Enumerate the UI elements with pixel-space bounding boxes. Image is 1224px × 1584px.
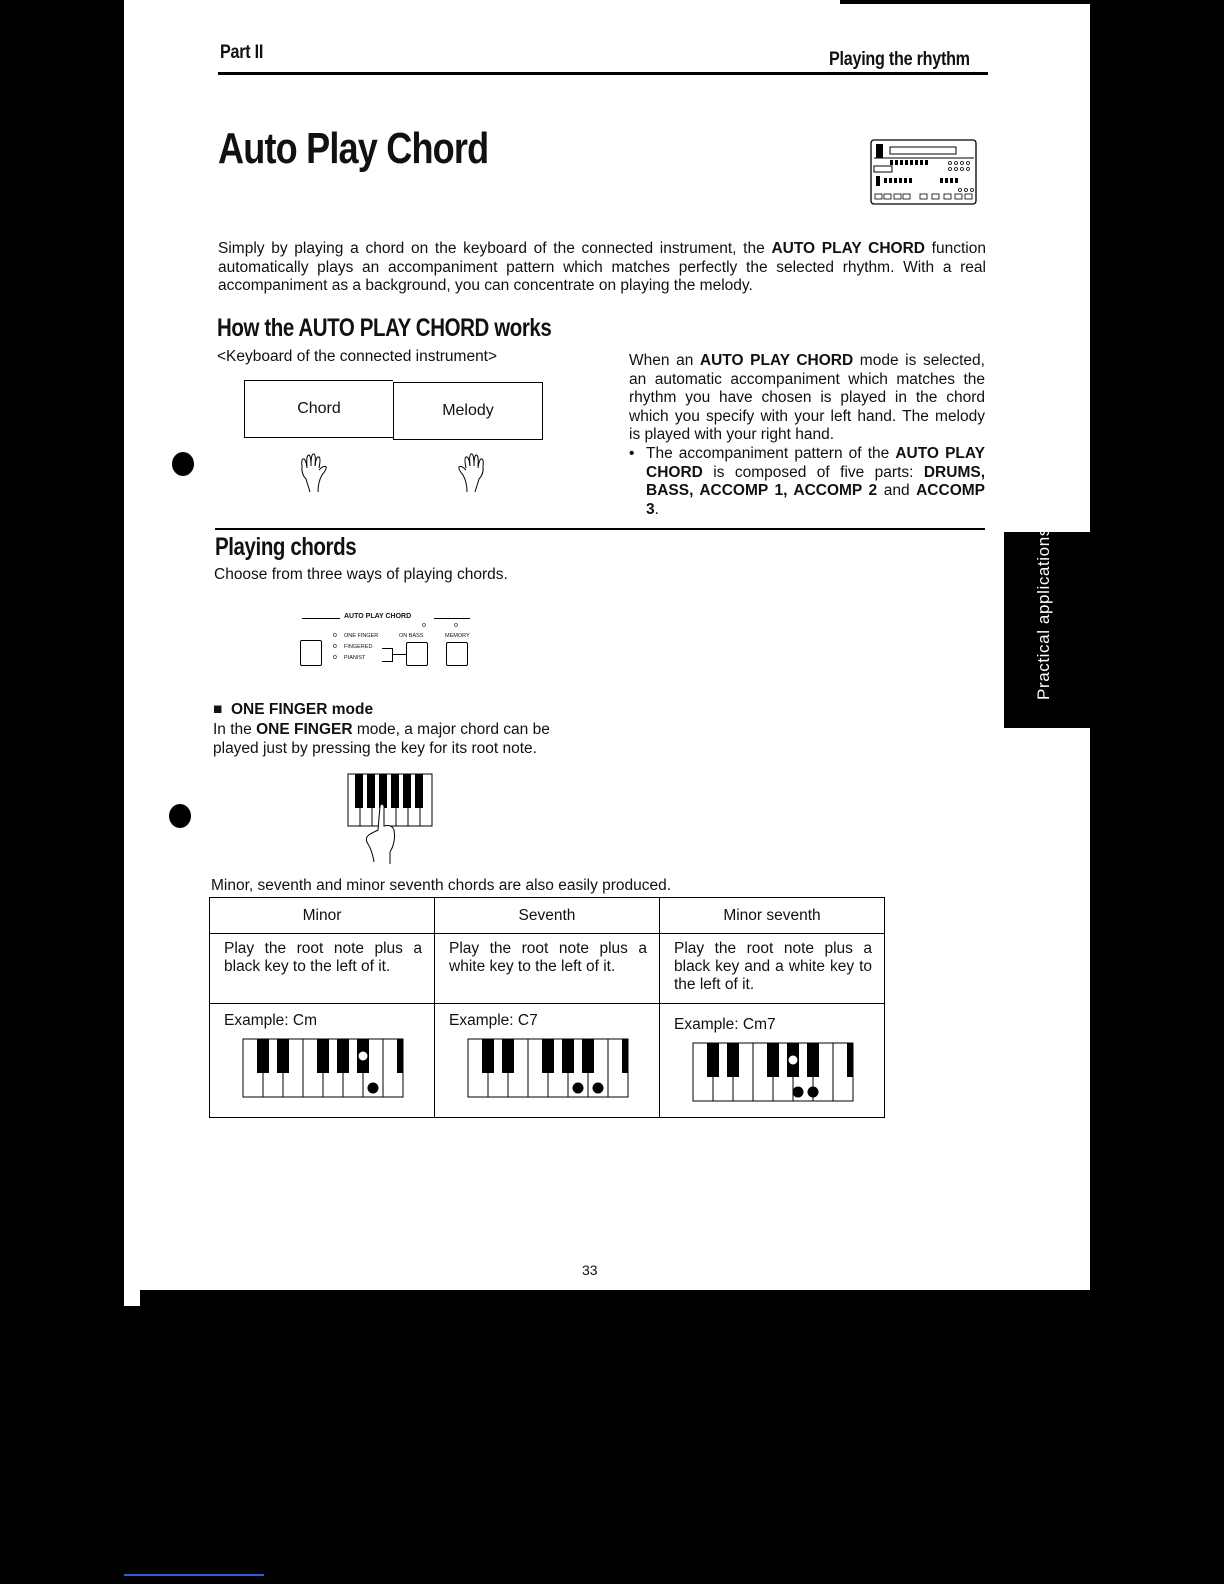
panel-label: AUTO PLAY CHORD bbox=[344, 613, 412, 620]
bullet-bold-3: ACCOMP 3 bbox=[646, 482, 985, 518]
header-section: Playing the rhythm bbox=[829, 49, 970, 70]
right-hand-icon bbox=[453, 452, 489, 494]
panel-bracket bbox=[382, 648, 393, 662]
bullet-text-1: The accompaniment pattern of the bbox=[646, 445, 896, 462]
side-tab bbox=[1004, 527, 1090, 728]
chord-header-minor-seventh bbox=[660, 898, 885, 934]
panel-pianist: PIANIST bbox=[344, 655, 366, 661]
desc-seventh bbox=[435, 934, 660, 1004]
panel-memory: MEMORY bbox=[445, 633, 470, 639]
chord-label: Chord bbox=[297, 400, 341, 417]
bullet-text-2: is composed of five parts: bbox=[702, 463, 924, 481]
page-title: Auto Play Chord bbox=[218, 124, 489, 173]
bullet-bold-2: DRUMS, BASS, ACCOMP 1, ACCOMP 2 bbox=[646, 463, 985, 499]
one-finger-heading bbox=[213, 701, 373, 720]
example-seventh-label: Example: C7 bbox=[449, 1012, 538, 1029]
one-finger-marker: ■ bbox=[213, 701, 223, 718]
fingered-lamp: o bbox=[333, 643, 337, 650]
keyboard-minor-diagram bbox=[242, 1038, 406, 1100]
chords-also-text: Minor, seventh and minor seventh chords are also easily produced. bbox=[211, 877, 672, 894]
on-bass-lamp: o bbox=[422, 622, 426, 629]
scan-border-top bbox=[840, 0, 1090, 4]
one-finger-text-1: In the bbox=[213, 721, 257, 738]
how-text-2: mode is selected, an automatic accompaniment which matches the rhythm you have chosen is played in the chord which you specify with your left hand. The melody is played with your right hand. bbox=[629, 352, 985, 443]
scan-border-bottom bbox=[124, 1306, 1090, 1584]
desc-minor-seventh-text: Play the root note plus a black key and a white key to the left of it. bbox=[674, 940, 872, 993]
desc-minor-text: Play the root note plus a black key to the left of it. bbox=[224, 940, 422, 975]
section-divider bbox=[215, 528, 985, 530]
example-minor-label: Example: Cm bbox=[224, 1012, 318, 1029]
example-minor bbox=[210, 1004, 435, 1118]
side-tab-label: Practical applications bbox=[1034, 527, 1053, 700]
section-title-playing: Playing chords bbox=[215, 533, 357, 561]
one-finger-lamp: o bbox=[333, 632, 337, 639]
device-panel-illustration bbox=[870, 138, 978, 206]
chord-header-seventh bbox=[435, 898, 660, 934]
memory-button[interactable] bbox=[446, 642, 468, 666]
bullet-mark: • bbox=[629, 445, 635, 462]
scan-border-left bbox=[0, 0, 124, 1584]
melody-box bbox=[393, 382, 543, 440]
example-minor-seventh bbox=[660, 1004, 885, 1118]
header-seventh-text: Seventh bbox=[518, 906, 576, 924]
panel-on-bass: ON BASS bbox=[399, 633, 424, 639]
chord-table-description-row bbox=[210, 934, 885, 1004]
one-finger-bold: ONE FINGER bbox=[256, 721, 353, 738]
desc-minor bbox=[210, 934, 435, 1004]
how-bold-1: AUTO PLAY CHORD bbox=[699, 352, 854, 369]
header-minor-text: Minor bbox=[302, 906, 342, 924]
scan-link-underline bbox=[124, 1574, 264, 1576]
page-number: 33 bbox=[582, 1262, 598, 1278]
section-title-how-b: AUTO PLAY CHORD bbox=[298, 314, 489, 342]
chord-table-example-row bbox=[210, 1004, 885, 1118]
auto-play-chord-panel bbox=[298, 612, 478, 674]
section-title-how-a: How the bbox=[217, 314, 299, 342]
header-rule bbox=[218, 72, 988, 75]
playing-subtitle: Choose from three ways of playing chords. bbox=[214, 566, 508, 583]
mode-select-button[interactable] bbox=[300, 640, 322, 666]
how-paragraph bbox=[629, 352, 985, 445]
chord-header-minor bbox=[210, 898, 435, 934]
melody-label: Melody bbox=[442, 402, 494, 419]
panel-label-line-right bbox=[434, 618, 470, 619]
section-title-how bbox=[217, 314, 551, 343]
keyboard-minor-seventh-diagram bbox=[692, 1042, 856, 1104]
intro-paragraph bbox=[218, 240, 986, 296]
intro-text-2: function automatically plays an accompaniment pattern which matches perfectly the selected rhythm. With a real accompaniment as a background, you can concentrate on playing the melody. bbox=[218, 240, 986, 294]
pianist-lamp: o bbox=[333, 654, 337, 661]
chord-table-header-row bbox=[210, 898, 885, 934]
panel-label-line-left bbox=[302, 618, 340, 619]
bullet-text-4: . bbox=[654, 500, 659, 518]
header-part: Part II bbox=[220, 42, 264, 63]
how-text-1: When an bbox=[629, 352, 700, 369]
intro-bold-1: AUTO PLAY CHORD bbox=[771, 240, 925, 257]
one-finger-text-2: mode, a major chord can be played just by pressing the key for its root note. bbox=[213, 721, 550, 757]
bullet-text-3: and bbox=[877, 482, 917, 499]
intro-text-1: Simply by playing a chord on the keyboard of the connected instrument, the bbox=[218, 240, 772, 257]
example-seventh bbox=[435, 1004, 660, 1118]
one-finger-paragraph bbox=[213, 721, 573, 758]
chord-table bbox=[209, 897, 885, 1118]
panel-one-finger: ONE FINGER bbox=[344, 633, 379, 639]
left-hand-icon bbox=[296, 452, 332, 494]
one-finger-keyboard-illustration bbox=[344, 772, 434, 864]
on-bass-button[interactable] bbox=[406, 642, 428, 666]
example-minor-seventh-label: Example: Cm7 bbox=[674, 1016, 776, 1033]
how-bullet-paragraph bbox=[646, 445, 985, 519]
desc-minor-seventh bbox=[660, 934, 885, 1004]
bullet-bold-1: AUTO PLAY CHORD bbox=[646, 445, 986, 481]
header-minor-seventh-text: Minor seventh bbox=[723, 906, 821, 924]
keyboard-label: <Keyboard of the connected instrument> bbox=[217, 348, 498, 365]
section-title-how-c: works bbox=[488, 314, 552, 342]
panel-fingered: FINGERED bbox=[344, 644, 373, 650]
chord-box bbox=[244, 380, 393, 438]
scan-border-right bbox=[1090, 0, 1224, 1584]
panel-connector bbox=[392, 654, 406, 655]
keyboard-seventh-diagram bbox=[467, 1038, 631, 1100]
binding-hole-2 bbox=[169, 804, 191, 828]
binding-hole-1 bbox=[172, 452, 194, 476]
memory-lamp: o bbox=[454, 622, 458, 629]
desc-seventh-text: Play the root note plus a white key to the left of it. bbox=[449, 940, 647, 975]
one-finger-title: ONE FINGER mode bbox=[231, 701, 374, 718]
